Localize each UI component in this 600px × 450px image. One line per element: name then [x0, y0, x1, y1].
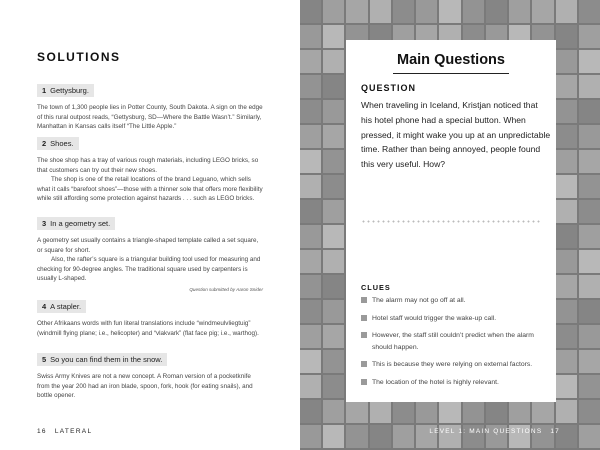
background-tile: [370, 400, 391, 423]
background-tile: [323, 250, 344, 273]
answer-3: [37, 213, 263, 292]
background-tile: [556, 375, 577, 398]
clue-item: The location of the hotel is highly relevant.: [361, 377, 546, 389]
question-heading: QUESTION: [361, 83, 417, 93]
background-tile: [579, 175, 600, 198]
background-tile: [486, 0, 507, 23]
background-tile: [579, 325, 600, 348]
page-number: 16: [37, 428, 47, 435]
background-tile: [300, 0, 321, 23]
background-tile: [300, 325, 321, 348]
background-tile: [323, 225, 344, 248]
question-text: When traveling in Iceland, Kristjan noticed that his hotel phone had a special button. When pressed, it might wake you up at an unpredictable time. Rather than being annoyed, people found this very useful. How?: [361, 100, 551, 170]
clues-list: [361, 295, 546, 394]
clues-heading: CLUES: [361, 283, 391, 292]
left-page-footer: [37, 428, 92, 435]
background-tile: [579, 25, 600, 48]
background-tile: [300, 400, 321, 423]
background-tile: [323, 150, 344, 173]
bullet-square-icon: [361, 332, 367, 338]
answer-5: [37, 349, 263, 401]
answer-label: 4 A stapler.: [37, 300, 86, 313]
clue-item: Hotel staff would trigger the wake-up call.: [361, 313, 546, 325]
background-tile: [556, 50, 577, 73]
background-tile: [532, 0, 553, 23]
background-tile: [323, 300, 344, 323]
answer-text: Other Afrikaans words with fun literal translations include “windmeulvliegtuig” (windmill flying plane; i.e., helicopter) and “vlakvark” (flat face pig; i.e., warthog).: [37, 320, 259, 337]
background-tile: [579, 50, 600, 73]
background-tile: [300, 75, 321, 98]
bullet-square-icon: [361, 315, 367, 321]
right-page: [300, 0, 600, 450]
page-number: 17: [550, 428, 560, 435]
title-underline: [393, 73, 509, 74]
background-tile: [300, 225, 321, 248]
dotted-divider: [361, 220, 541, 223]
bullet-square-icon: [361, 361, 367, 367]
background-tile: [346, 0, 367, 23]
background-tile: [323, 350, 344, 373]
background-tile: [323, 175, 344, 198]
bullet-square-icon: [361, 379, 367, 385]
background-tile: [579, 150, 600, 173]
question-credit: Question submitted by Aaron Snider: [189, 286, 263, 292]
background-tile: [300, 425, 321, 448]
background-tile: [323, 100, 344, 123]
background-tile: [416, 0, 437, 23]
background-tile: [486, 400, 507, 423]
question-card: [346, 40, 556, 402]
background-tile: [416, 400, 437, 423]
answer-label: 2 Shoes.: [37, 137, 79, 150]
background-tile: [579, 200, 600, 223]
background-tile: [300, 350, 321, 373]
background-tile: [393, 400, 414, 423]
background-tile: [579, 350, 600, 373]
background-tile: [300, 150, 321, 173]
answer-label: 1 Gettysburg.: [37, 84, 94, 97]
background-tile: [556, 100, 577, 123]
answer-label: 3 In a geometry set.: [37, 217, 115, 230]
running-title: LATERAL: [54, 428, 93, 435]
solutions-heading: SOLUTIONS: [37, 50, 121, 64]
right-page-footer: [429, 428, 560, 435]
background-tile: [579, 0, 600, 23]
background-tile: [579, 275, 600, 298]
background-tile: [300, 50, 321, 73]
background-tile: [300, 300, 321, 323]
background-tile: [300, 200, 321, 223]
background-tile: [556, 350, 577, 373]
background-tile: [463, 0, 484, 23]
background-tile: [300, 175, 321, 198]
background-tile: [439, 0, 460, 23]
background-tile: [346, 425, 367, 448]
background-tile: [323, 50, 344, 73]
page-title: Main Questions: [397, 52, 505, 68]
background-tile: [323, 275, 344, 298]
background-tile: [579, 225, 600, 248]
background-tile: [300, 125, 321, 148]
answer-text: Swiss Army Knives are not a new concept. A Roman version of a pocketknife from the year 200 had an iron blade, spoon, fork, hook (for eating snails), and bottle opener.: [37, 373, 253, 399]
background-tile: [556, 250, 577, 273]
background-tile: [556, 325, 577, 348]
background-tile: [323, 75, 344, 98]
background-tile: [300, 275, 321, 298]
background-tile: [556, 75, 577, 98]
background-tile: [579, 425, 600, 448]
answer-text: The shoe shop has a tray of various rough materials, including LEGO bricks, so that customers can try out their new shoes. The shop is one of the retail locations of the brand Leguano, which sells what it calls “barefoot shoes”—those with a thinner sole that offers more flexibility while still affording some protection against hazards . . . such as LEGO bricks.: [37, 157, 263, 202]
background-tile: [579, 75, 600, 98]
answer-text: A geometry set usually contains a triangle-shaped template called a set square, or square for short. Also, the rafter’s square is a triangular building tool used for measuring and checking for 90-degree angles. The traditional square used by carpenters is usually L-shaped.: [37, 237, 261, 282]
background-tile: [323, 25, 344, 48]
clue-item: The alarm may not go off at all.: [361, 295, 546, 307]
background-tile: [509, 400, 530, 423]
background-tile: [370, 0, 391, 23]
background-tile: [579, 375, 600, 398]
background-tile: [532, 400, 553, 423]
background-tile: [323, 400, 344, 423]
background-tile: [556, 175, 577, 198]
background-tile: [323, 325, 344, 348]
background-tile: [556, 225, 577, 248]
background-tile: [556, 150, 577, 173]
background-tile: [300, 100, 321, 123]
bullet-square-icon: [361, 297, 367, 303]
background-tile: [579, 125, 600, 148]
background-tile: [323, 375, 344, 398]
clue-item: This is because they were relying on external factors.: [361, 359, 546, 371]
answer-label: 5 So you can find them in the snow.: [37, 353, 167, 366]
background-tile: [556, 300, 577, 323]
background-tile: [556, 200, 577, 223]
background-tile: [300, 250, 321, 273]
background-tile: [323, 425, 344, 448]
background-tile: [323, 200, 344, 223]
background-tile: [556, 275, 577, 298]
running-title: LEVEL 1: MAIN QUESTIONS: [429, 428, 543, 435]
background-tile: [463, 400, 484, 423]
background-tile: [579, 400, 600, 423]
background-tile: [579, 250, 600, 273]
answer-2: [37, 133, 263, 204]
answer-4: [37, 296, 263, 338]
background-tile: [579, 100, 600, 123]
background-tile: [393, 425, 414, 448]
background-tile: [346, 400, 367, 423]
background-tile: [579, 300, 600, 323]
background-tile: [323, 125, 344, 148]
background-tile: [556, 25, 577, 48]
background-tile: [393, 0, 414, 23]
background-tile: [556, 0, 577, 23]
background-tile: [300, 25, 321, 48]
background-tile: [370, 425, 391, 448]
background-tile: [300, 375, 321, 398]
background-tile: [509, 0, 530, 23]
clue-item: However, the staff still couldn’t predict when the alarm should happen.: [361, 330, 546, 353]
background-tile: [556, 125, 577, 148]
background-tile: [556, 400, 577, 423]
background-tile: [439, 400, 460, 423]
background-tile: [323, 0, 344, 23]
answer-text: The town of 1,300 people lies in Potter County, South Dakota. A sign on the edge of this rural outpost reads, “Gettysburg, SD—Where the Battle Wasn’t.” Similarly, Manhattan in Kansas calls itself “The Little Apple.”: [37, 104, 263, 130]
answer-1: [37, 80, 263, 132]
